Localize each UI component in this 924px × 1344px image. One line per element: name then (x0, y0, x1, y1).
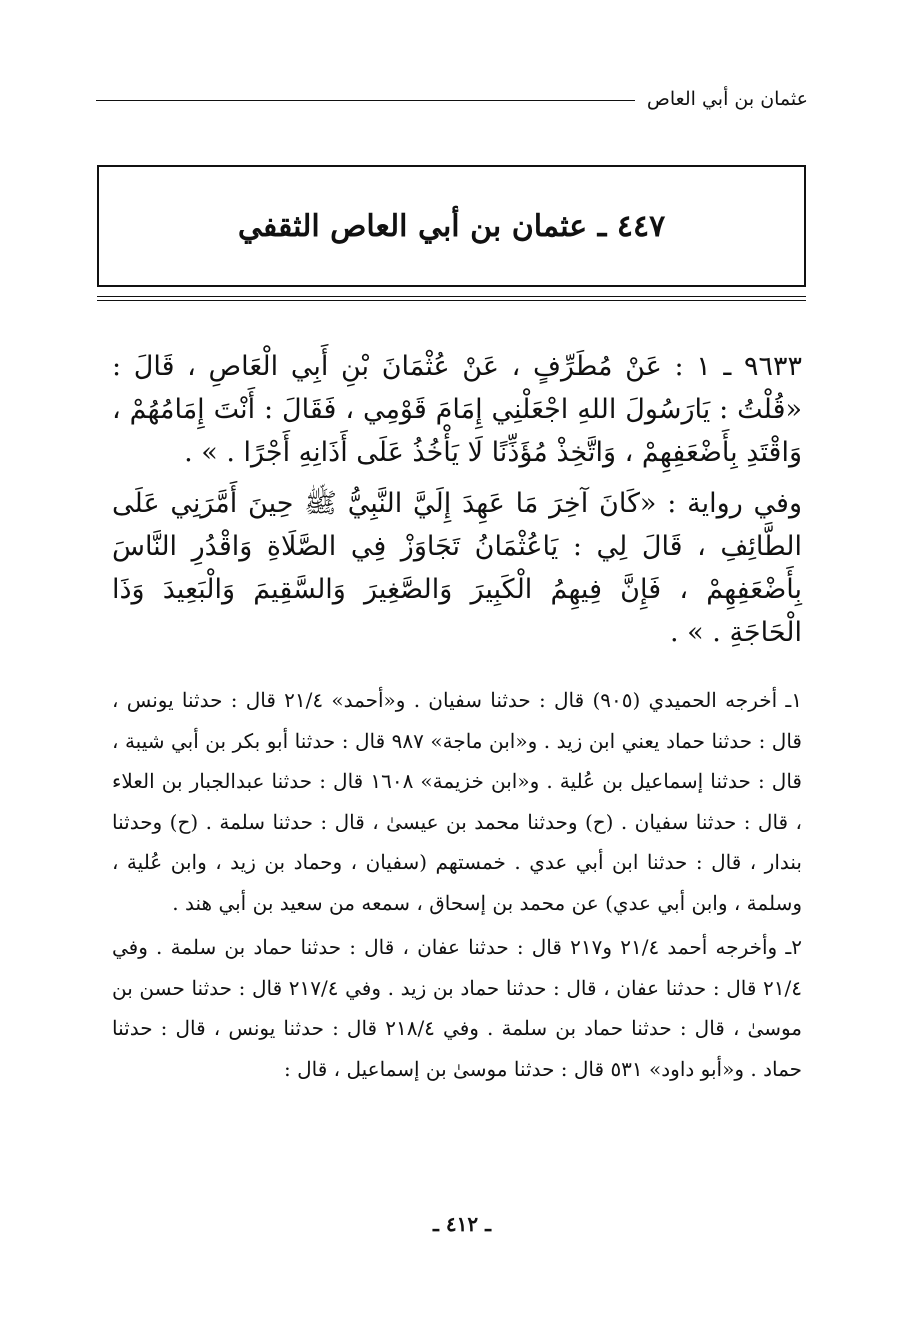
footnote: ١ـ أخرجه الحميدي (٩٠٥) قال : حدثنا سفيان . و«أحمد» ٢١/٤ قال : حدثنا يونس ، قال : حدثنا حماد يعني ابن زيد . و«ابن ماجة» ٩٨٧ قال : حدثنا أبو بكر بن أبي شيبة ، قال : حدثنا إسماعيل بن عُلية . و«ابن خزيمة» ١٦٠٨ قال : حدثنا عبدالجبار بن العلاء ، قال : حدثنا سفيان . (ح) وحدثنا محمد بن عيسىٰ ، قال : حدثنا سلمة . (ح) وحدثنا بندار ، قال : حدثنا ابن أبي عدي . خمستهم (سفيان ، وحماد بن زيد ، وابن عُلية ، وسلمة ، وابن أبي عدي) عن محمد بن إسحاق ، سمعه من سعيد بن أبي هند . (112, 688, 802, 915)
chapter-title: ٤٤٧ ـ عثمان بن أبي العاص الثقفي (237, 208, 666, 244)
page-number: ـ ٤١٢ ـ (433, 1212, 491, 1236)
hadith-text (112, 345, 802, 654)
running-title: عثمان بن أبي العاص (646, 88, 808, 110)
header-rule (96, 100, 635, 101)
chapter-divider (97, 296, 806, 301)
footnote: ٢ـ وأخرجه أحمد ٢١/٤ و٢١٧ قال : حدثنا عفان ، قال : حدثنا حماد بن سلمة . وفي ٢١/٤ قال : حدثنا عفان ، قال : حدثنا حماد بن زيد . وفي ٢١٧/٤ قال : حدثنا حسن بن موسىٰ ، قال : حدثنا حماد بن سلمة . وفي ٢١٨/٤ قال : حدثنا يونس ، قال : حدثنا حماد . و«أبو داود» ٥٣١ قال : حدثنا موسىٰ بن إسماعيل ، قال : (112, 935, 803, 1081)
running-header (96, 84, 808, 114)
hadith-paragraph: وفي رواية : «كَانَ آخِرَ مَا عَهِدَ إِلَيَّ النَّبِيُّ ﷺ حِينَ أَمَّرَنِي عَلَى الطَّائِفِ ، قَالَ لِي : يَاعُثْمَانُ تَجَاوَزْ فِي الصَّلَاةِ وَاقْدُرِ النَّاسَ بِأَضْعَفِهِمْ ، فَإِنَّ فِيهِمُ الْكَبِيرَ وَالصَّغِيرَ وَالسَّقِيمَ وَالْبَعِيدَ وَذَا الْحَاجَةِ . » . (112, 488, 802, 648)
hadith-paragraph: ٩٦٣٣ ـ ١ : عَنْ مُطَرِّفٍ ، عَنْ عُثْمَانَ بْنِ أَبِي الْعَاصِ ، قَالَ : «قُلْتُ : يَارَسُولَ اللهِ اجْعَلْنِي إِمَامَ قَوْمِي ، فَقَالَ : أَنْتَ إِمَامُهُمْ ، وَاقْتَدِ بِأَضْعَفِهِمْ ، وَاتَّخِذْ مُؤَذِّنًا لَا يَأْخُذُ عَلَى أَذَانِهِ أَجْرًا . » . (112, 351, 802, 468)
chapter-heading-box (97, 165, 806, 287)
footnotes (112, 680, 802, 1089)
